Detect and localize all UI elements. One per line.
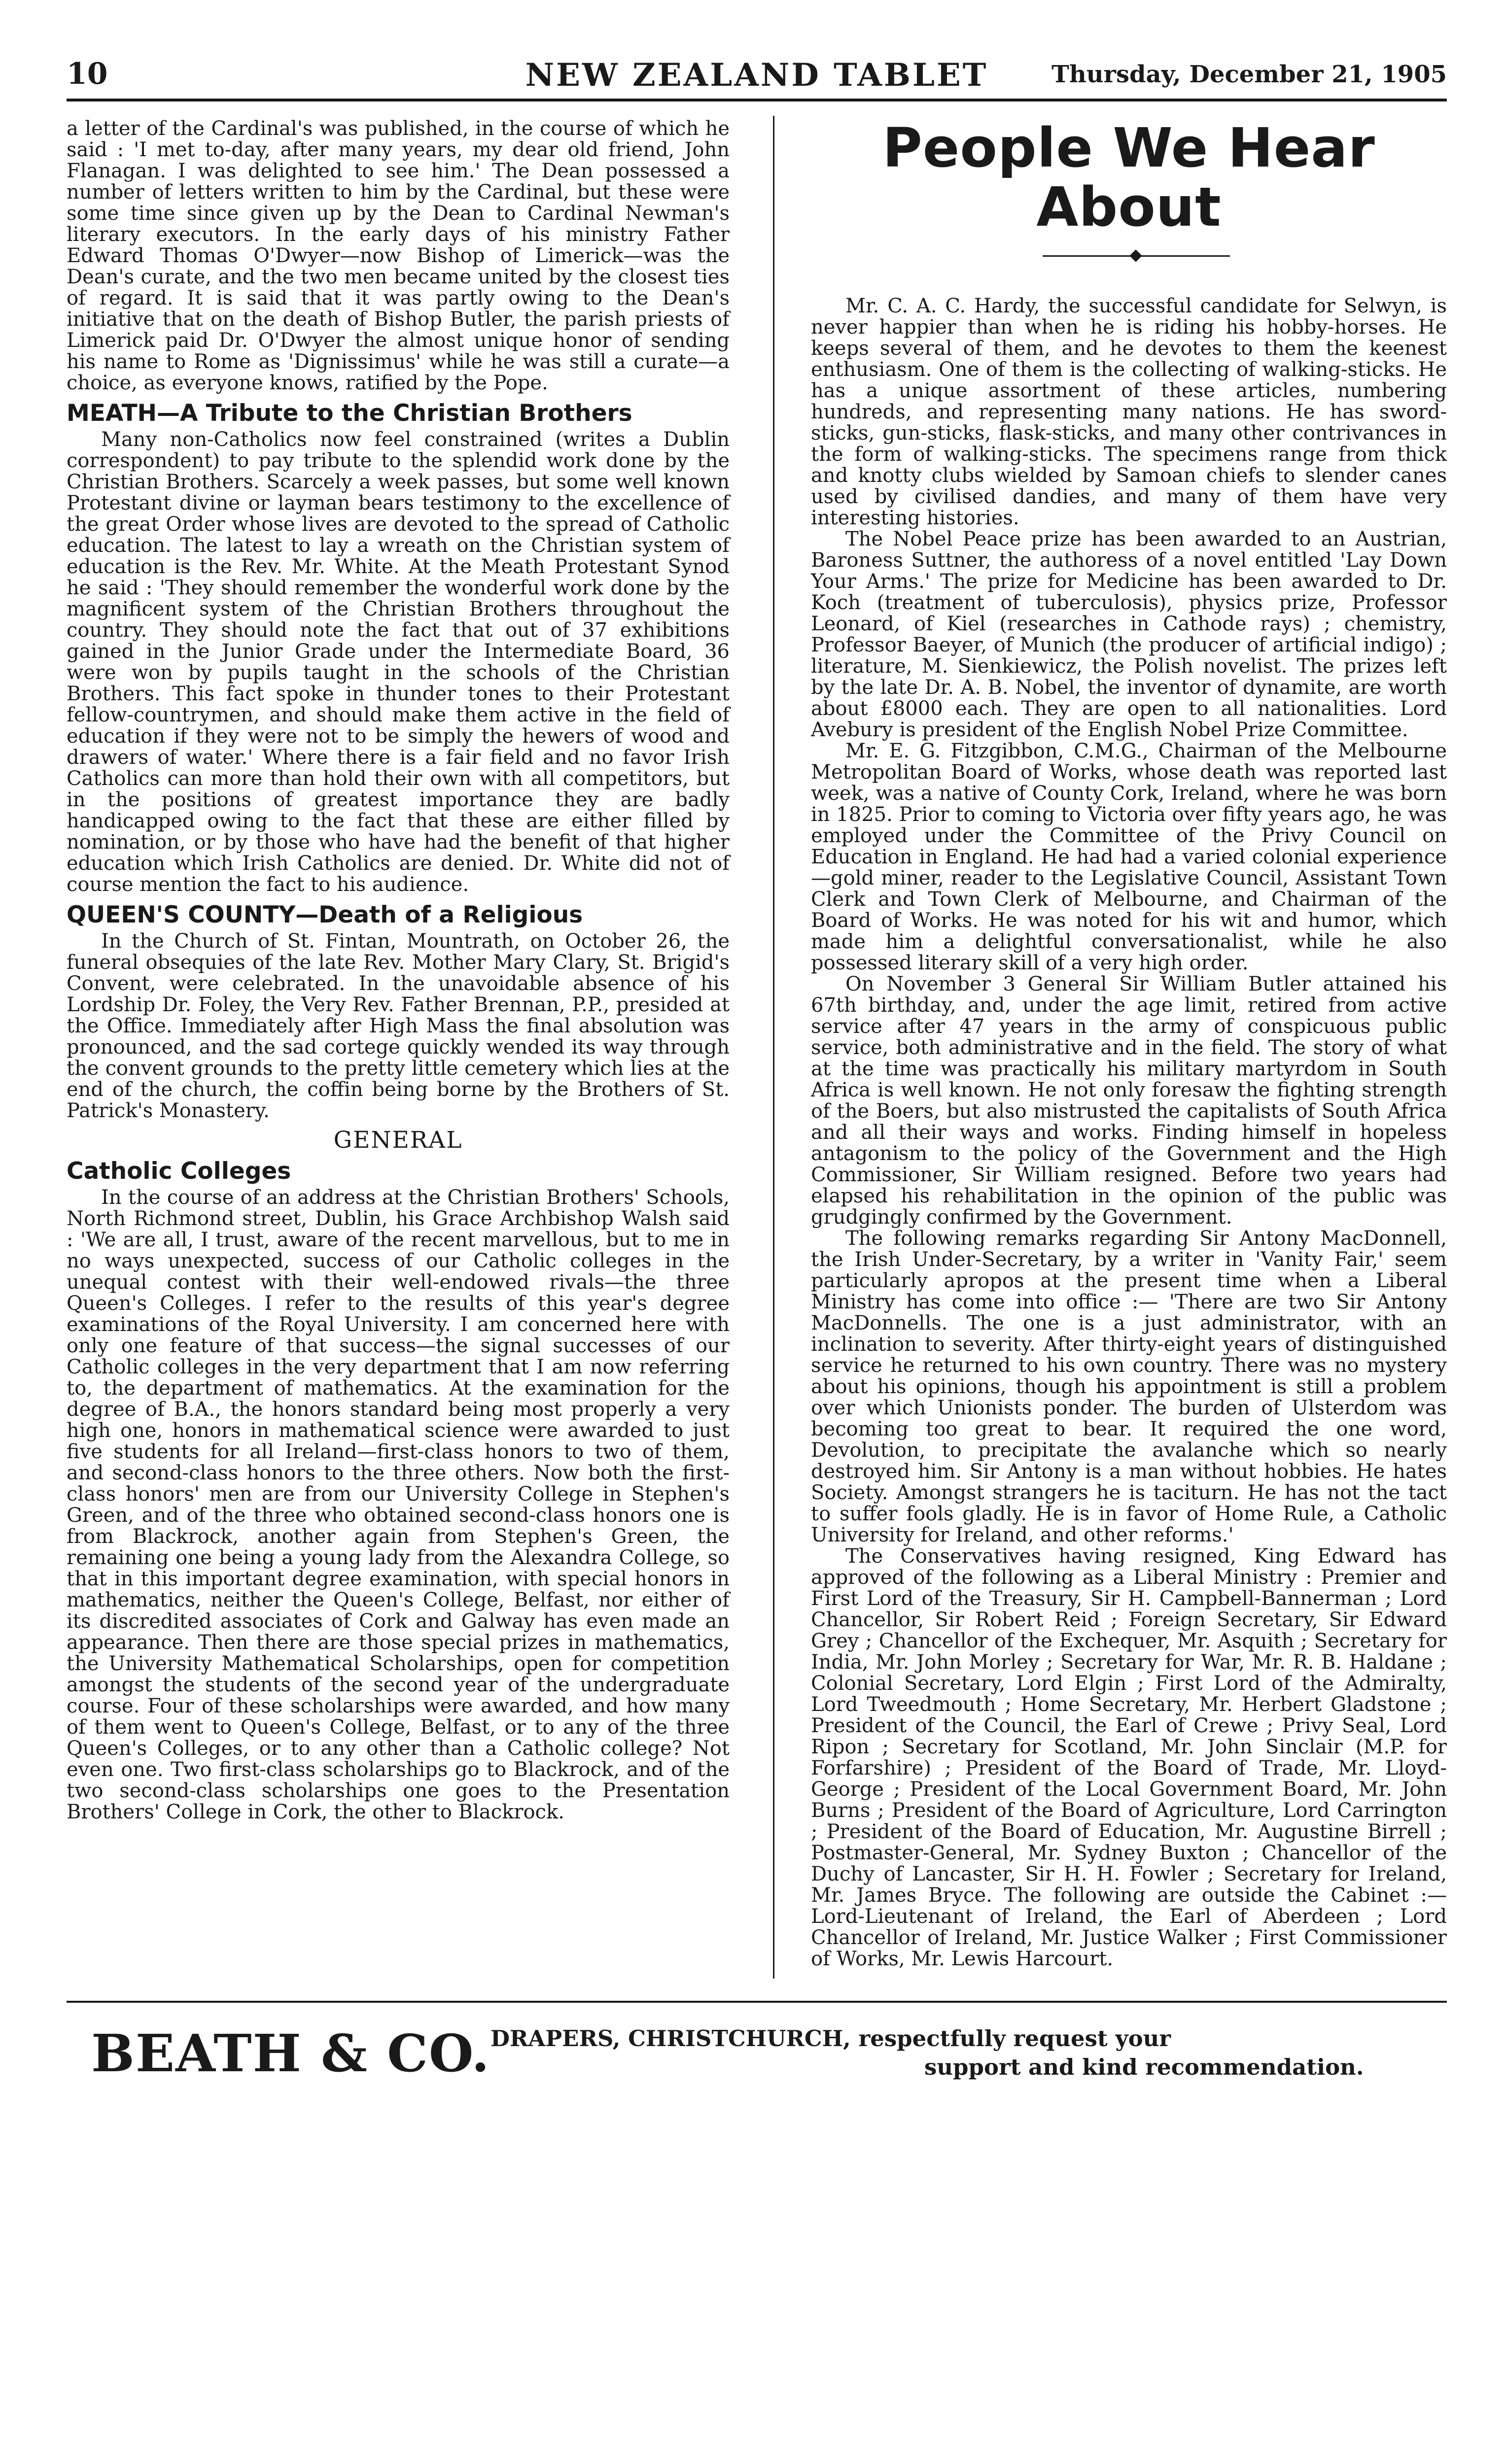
- general-heading: GENERAL: [333, 1127, 463, 1154]
- paragraph-macdonnell: The following remarks regarding Sir Antony MacDonnell, the Irish Under-Secretary, by a writer in 'Vanity Fair,' seem particularly apropos at the present time when a Liberal Ministry has come into office :— 'There are two Sir Antony MacDonnells. The one is a just administrator, with an inclination to severity. After thirty-eight years of distinguished service he returned to his own country. There was no mystery about his opinions, though his appointment is still a problem over which Unionists ponder. The burden of Ulsterdom was becoming too great to bear. It required the one word, Devolution, to precipitate the avalanche which so nearly destroyed him. Sir Antony is a man without hobbies. He hates Society. Amongst strangers he is taciturn. He has not the tact to suffer fools gladly. He is in favor of Home Rule, a Catholic University for Ireland, and other reforms.': [811, 1227, 1447, 1546]
- ornament-divider: [811, 246, 1447, 266]
- paragraph-nobel: The Nobel Peace prize has been awarded to an Austrian, Baroness Suttner, the authoress of a novel entitled 'Lay Down Your Arms.' The prize for Medicine has been awarded to Dr. Koch (treatment of tuberculosis), physics prize, Professor Leonard, of Kiel (researches in Cathode rays) ; chemistry, Professor Baeyer, of Munich (the producer of artificial indigo) ; literature, M. Sienkiewicz, the Polish novelist. The prizes left by the late Dr. A. B. Nobel, the inventor of dynamite, are worth about £8000 each. They are open to all nationalities. Lord Avebury is president of the English Nobel Prize Committee.: [811, 528, 1447, 741]
- column-divider: [773, 116, 774, 1979]
- queens-county-article: In the Church of St. Fintan, Mountrath, on October 26, the funeral obsequies of the late Rev. Mother Mary Clary, St. Brigid's Convent, were celebrated. In the unavoidable absence of his Lordship Dr. Foley, the Very Rev. Father Brennan, P.P., presided at the Office. Immediately after High Mass the final absolution was pronounced, and the sad cortege quickly wended its way through the convent grounds to the pretty little cemetery which lies at the end of the church, the coffin being borne by the Brothers of St. Patrick's Monastery.: [67, 930, 730, 1122]
- footer-rule: [67, 2001, 1447, 2003]
- article-continuation: a letter of the Cardinal's was published, in the course of which he said : 'I met to-day, after many years, my dear old friend, John Flanagan. I was delighted to see him.' The Dean possessed a number of letters written to him by the Cardinal, but these were some time since given up by the Dean to Cardinal Newman's literary executors. In the early days of his ministry Father Edward Thomas O'Dwyer—now Bishop of Limerick—was the Dean's curate, and the two men became united by the closest ties of regard. It is said that it was partly owing to the Dean's initiative that on the death of Bishop Butler, the parish priests of Limerick paid Dr. O'Dwyer the almost unique honor of sending his name to Rome as 'Dignissimus' while he was still a curate—a choice, as everyone knows, ratified by the Pope.: [67, 117, 730, 394]
- advert-line-1: DRAPERS, CHRISTCHURCH, respectfully request your: [490, 2025, 1171, 2052]
- catholic-colleges-article: In the course of an address at the Christian Brothers' Schools, North Richmond street, Dublin, his Grace Archbishop Walsh said : 'We are all, I trust, aware of the recent marvellous, but to me in no ways unexpected, success of our Catholic colleges in the unequal contest with their well-endowed rivals—the three Queen's Colleges. I refer to the results of this year's degree examinations of the Royal University. I am concerned here with only one feature of that success—the signal successes of our Catholic colleges in the very department that I am now referring to, the department of mathematics. At the examination for the degree of B.A., the honors standard being most properly a very high one, honors in mathematical science were awarded to just five students for all Ireland—first-class honors to two of them, and second-class honors to the three others. Now both the first-class honors' men are from our University College in Stephen's Green, and of the three who obtained second-class honors one is from Blackrock, another again from Stephen's Green, the remaining one being a young lady from the Alexandra College, so that in this important degree examination, with special honors in mathematics, neither the Queen's College, Belfast, nor either of its discredited associates of Cork and Galway has even made an appearance. Then there are those special prizes in mathematics, the University Mathematical Scholarships, open for competition amongst the students of the second year of the undergraduate course. Four of these scholarships were awarded, and how many of them went to Queen's College, Belfast, or to any of the three Queen's Colleges, or to any other than a Catholic college? Not even one. Two first-class scholarships go to Blackrock, and of the two second-class scholarships one goes to the Presentation Brothers' College in Cork, the other to Blackrock.: [67, 1186, 730, 1823]
- meath-article: Many non-Catholics now feel constrained (writes a Dublin correspondent) to pay tribute to the splendid work done by the Christian Brothers. Scarcely a week passes, but some well known Protestant divine or layman bears testimony to the excellence of the great Order whose lives are devoted to the spread of Catholic education. The latest to lay a wreath on the Christian system of education is the Rev. Mr. White. At the Meath Protestant Synod he said : 'They should remember the wonderful work done by the magnificent system of the Christian Brothers throughout the country. They should note the fact that out of 37 exhibitions gained in the Junior Grade under the Intermediate Board, 36 were won by pupils taught in the schools of the Christian Brothers. This fact spoke in thunder tones to their Protestant fellow-countrymen, and should make them active in the field of education if they were not to be simply the hewers of wood and drawers of water.' Where there is a fair field and no favor Irish Catholics can more than hold their own with all competitors, but in the positions of greatest importance they are badly handicapped owing to the fact that these are either filled by nomination, or by those who have had the benefit of that higher education which Irish Catholics are denied. Dr. White did not of course mention the fact to his audience.: [67, 428, 730, 896]
- paragraph-butler: On November 3 General Sir William Butler attained his 67th birthday, and, under the age limit, retired from active service after 47 years in the army of conspicuous public service, both administrative and in the field. The story of what at the time was practically his military martyrdom in South Africa is well known. He not only foresaw the fighting strength of the Boers, but also mistrusted the capitalists of South Africa and all their ways and works. Finding himself in hopeless antagonism to the policy of the Government and the High Commissioner, Sir William resigned. Before two years had elapsed his rehabilitation in the opinion of the public was grudgingly confirmed by the Government.: [811, 973, 1447, 1229]
- advertisement: [67, 2016, 1447, 2099]
- section-title: People We Hear About: [882, 116, 1375, 239]
- advertiser-name: BEATH & CO.: [91, 2023, 490, 2084]
- paragraph-fitzgibbon: Mr. E. G. Fitzgibbon, C.M.G., Chairman of the Melbourne Metropolitan Board of Works, whose death was reported last week, was a native of County Cork, Ireland, where he was born in 1825. Prior to coming to Victoria over fifty years ago, he was employed under the Committee of the Privy Council on Education in England. He had had a varied colonial experience—gold miner, reader to the Legislative Council, Assistant Town Clerk and Town Clerk of Melbourne, and Chairman of the Board of Works. He was noted for his wit and humor, which made him a delightful conversationalist, while he also possessed literary skill of a very high order.: [811, 740, 1447, 974]
- issue-date: Thursday, December 21, 1905: [1051, 61, 1447, 88]
- advert-line-2: support and kind recommendation.: [924, 2054, 1364, 2080]
- catholic-colleges-heading: Catholic Colleges: [67, 1158, 291, 1185]
- paragraph-hardy: Mr. C. A. C. Hardy, the successful candidate for Selwyn, is never happier than when he is riding his hobby-horses. He keeps several of them, and he devotes to them the keenest enthusiasm. One of them is the collecting of walking-sticks. He has a unique assortment of these articles, numbering hundreds, and representing many nations. He has sword-sticks, gun-sticks, flask-sticks, and many other contrivances in the form of walking-sticks. The specimens range from thick and knotty clubs wielded by Samoan chiefs to slender canes used by civilised dandies, and many of them have very interesting histories.: [811, 295, 1447, 529]
- right-column: [811, 118, 1447, 1970]
- left-column: [67, 118, 730, 1823]
- masthead: [67, 57, 1447, 103]
- meath-heading: MEATH—A Tribute to the Christian Brothers: [67, 400, 632, 427]
- queens-county-heading: QUEEN'S COUNTY—Death of a Religious: [67, 901, 583, 928]
- newspaper-title: NEW ZEALAND TABLET: [525, 57, 988, 94]
- diamond-ornament-icon: [1129, 249, 1142, 262]
- page-number: 10: [67, 57, 108, 91]
- paragraph-ministry: The Conservatives having resigned, King Edward has approved of the following as a Liberal Ministry : Premier and First Lord of the Treasury, Sir H. Campbell-Bannerman ; Lord Chancellor, Sir Robert Reid ; Foreign Secretary, Sir Edward Grey ; Chancellor of the Exchequer, Mr. Asquith ; Secretary for India, Mr. John Morley ; Secretary for War, Mr. R. B. Haldane ; Colonial Secretary, Lord Elgin ; First Lord of the Admiralty, Lord Tweedmouth ; Home Secretary, Mr. Herbert Gladstone ; President of the Council, the Earl of Crewe ; Privy Seal, Lord Ripon ; Secretary for Scotland, Mr. John Sinclair (M.P. for Forfarshire) ; President of the Board of Trade, Mr. Lloyd-George ; President of the Local Government Board, Mr. John Burns ; President of the Board of Agriculture, Lord Carrington ; President of the Board of Education, Mr. Augustine Birrell ; Postmaster-General, Mr. Sydney Buxton ; Chancellor of the Duchy of Lancaster, Sir H. H. Fowler ; Secretary for Ireland, Mr. James Bryce. The following are outside the Cabinet :—Lord-Lieutenant of Ireland, the Earl of Aberdeen ; Lord Chancellor of Ireland, Mr. Justice Walker ; First Commissioner of Works, Mr. Lewis Harcourt.: [811, 1545, 1447, 1970]
- masthead-rule: [67, 99, 1447, 102]
